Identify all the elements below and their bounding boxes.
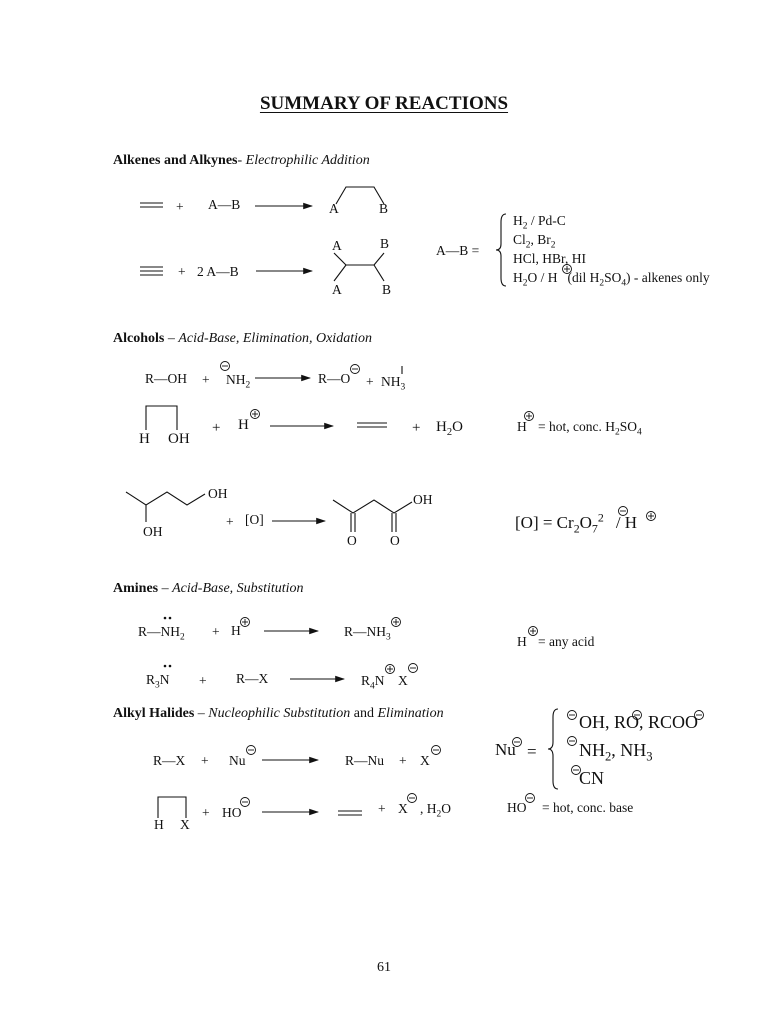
plus-sign: + (212, 420, 221, 436)
oh-label: OH (143, 524, 163, 539)
section-heading-amines: Amines – Acid-Base, Substitution (113, 581, 304, 596)
o-label: O (347, 533, 357, 548)
substitution-product: R—Nu (345, 753, 385, 768)
proton-label: H (517, 634, 527, 649)
plus-sign: + (199, 673, 207, 688)
water-byproduct: , $H_2O$ (420, 801, 451, 820)
proton-label: H (517, 419, 527, 434)
condition-h2: $H_2 / Pd-C$ (513, 213, 566, 232)
page-title: SUMMARY OF REACTIONS (259, 93, 509, 114)
product-a: A (329, 201, 339, 216)
halide-h: H (154, 817, 164, 832)
oxidant-definition: $[O] = Cr_2O_7^2 / H$ (515, 510, 638, 536)
plus-sign: + (412, 420, 421, 436)
product-a: A (332, 238, 342, 253)
plus-sign: + (178, 264, 186, 279)
reagent-2ab: 2 A—B (197, 264, 239, 279)
ammonia: $NH_3$ (381, 374, 406, 393)
primary-amine: $R—NH_2$ (138, 624, 185, 643)
product-a: A (332, 282, 342, 297)
section-heading-alkyl-halides: Alkyl Halides – Nucleophilic Substitution and Elimination (113, 706, 444, 721)
halide-ion: X (420, 753, 430, 768)
water: $H_2O$ (436, 419, 463, 438)
equals-sign: = (527, 742, 537, 761)
plus-sign: + (366, 374, 374, 389)
nu-label: Nu (495, 740, 516, 759)
alkyl-halide: R—X (153, 753, 186, 768)
plus-sign: + (201, 753, 209, 768)
o-label: O (390, 533, 400, 548)
section-heading-alkenes: Alkenes and Alkynes- Electrophilic Addition (113, 153, 370, 168)
halide-x: X (180, 817, 190, 832)
plus-sign: + (226, 514, 234, 529)
oh-label: OH (208, 486, 228, 501)
hydroxide: HO (222, 805, 242, 820)
proton: H (238, 417, 249, 433)
acid-condition: = hot, conc. $H_2SO_4$ (538, 419, 642, 438)
condition-hx: HCl, HBr, HI (513, 251, 586, 266)
plus-sign: + (378, 801, 386, 816)
amide-ion: $NH_2$ (226, 372, 251, 391)
nucleophile: Nu (229, 753, 246, 768)
r-oh: R—OH (145, 371, 188, 386)
product-b: B (379, 201, 389, 216)
tertiary-amine: $R_3N$ (146, 672, 170, 691)
condition-halogens: $Cl_2$, $Br_2$ (513, 232, 556, 251)
quaternary-ammonium: $R_4N$ (361, 673, 385, 692)
product-b: B (382, 282, 392, 297)
plus-sign: + (399, 753, 407, 768)
condition-hydration: $H_2O$ / H (dil $H_2SO_4$) - alkenes only (513, 270, 710, 289)
alkyl-halide: R—X (236, 671, 269, 686)
plus-sign: + (176, 199, 184, 214)
page-number: 61 (377, 960, 391, 975)
base-condition: = hot, conc. base (542, 800, 634, 815)
plus-sign: + (202, 372, 210, 387)
oxidant: [O] (245, 512, 264, 527)
alcohol-h: H (139, 431, 150, 447)
hydroxide-label: HO (507, 800, 527, 815)
proton: H (231, 623, 241, 638)
reagent-ab: A—B (208, 197, 241, 212)
alkoxide: R—O (318, 371, 351, 386)
nucleophile-list-2: $NH_2$, $NH_3$ (579, 740, 653, 764)
plus-sign: + (212, 624, 220, 639)
ammonium: $R—NH_3$ (344, 624, 391, 643)
section-heading-alcohols: Alcohols – Acid-Base, Elimination, Oxidation (113, 331, 372, 346)
plus-sign: + (202, 805, 210, 820)
alcohol-oh: OH (168, 431, 190, 447)
product-b: B (380, 236, 390, 251)
oh-label: OH (413, 492, 433, 507)
ab-equals: A—B = (436, 243, 480, 258)
halide-ion: X (398, 673, 408, 688)
any-acid: = any acid (538, 634, 595, 649)
nucleophile-list-1: OH, RO, RCOO (579, 712, 699, 732)
halide-ion: X (398, 801, 408, 816)
nucleophile-list-3: CN (579, 768, 605, 788)
